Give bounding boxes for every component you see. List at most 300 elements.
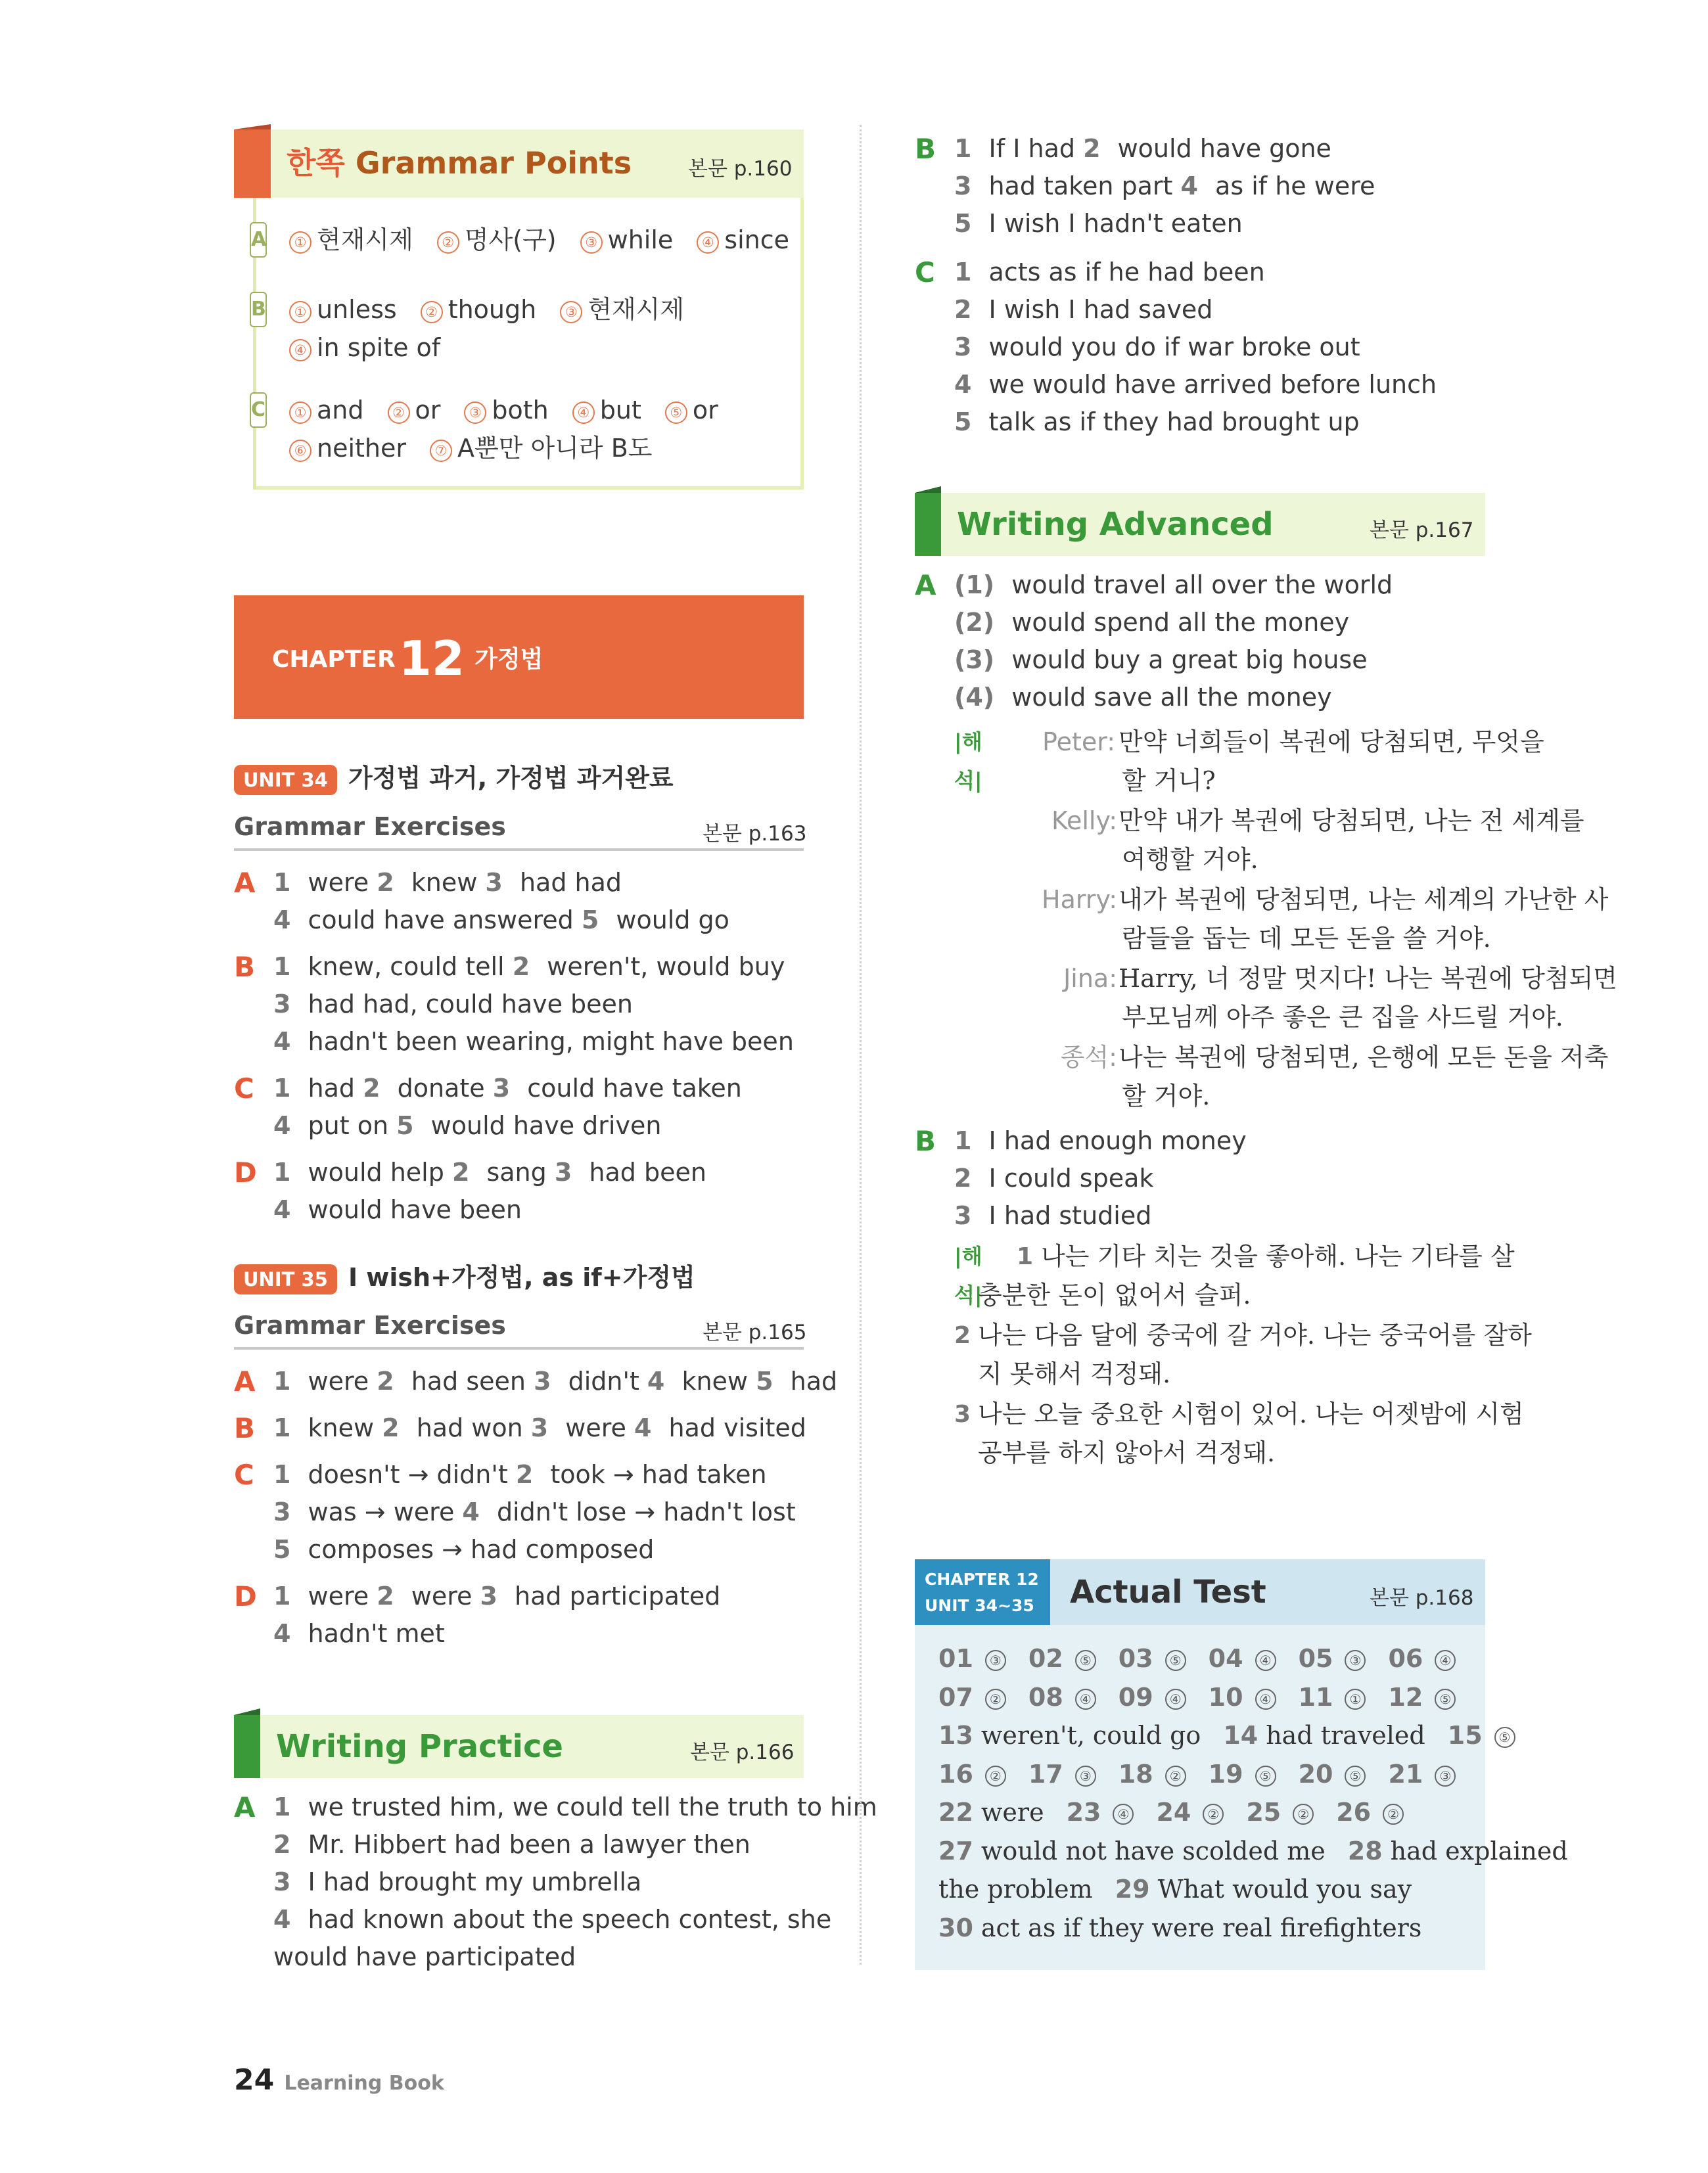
answer-text: we would have arrived before lunch — [981, 370, 1437, 399]
answer-number: (1) — [954, 570, 995, 599]
answer-line — [954, 1160, 1153, 1197]
answer-text: weren't, could go — [981, 1721, 1201, 1750]
unit34-title: 가정법 과거, 가정법 과거완료 — [348, 764, 674, 792]
answer-line — [954, 168, 1375, 205]
answer-number: 1 — [954, 258, 972, 286]
answer-text: knew — [300, 1413, 382, 1442]
answer-text: knew — [403, 868, 486, 897]
answer-text: If I had — [981, 134, 1084, 163]
answer-choice: ② — [1165, 1766, 1186, 1787]
grammar-point-line — [289, 392, 742, 428]
answer-number: 5 — [273, 1535, 291, 1564]
answer-text: acts as if he had been — [981, 258, 1265, 286]
answer-letter: B — [915, 1125, 936, 1157]
answer-line — [273, 986, 633, 1023]
answer-line — [954, 403, 1360, 441]
actual-test-item — [1067, 1798, 1134, 1827]
answer-line — [273, 1826, 750, 1864]
answer-choice: ③ — [1345, 1650, 1366, 1671]
actual-test-item — [1336, 1798, 1404, 1827]
answer-choice: ② — [985, 1766, 1006, 1787]
circle-number: ④ — [289, 339, 312, 361]
question-number: 04 — [1208, 1644, 1243, 1673]
actual-test-item — [1209, 1683, 1276, 1712]
answer-text: were — [403, 1582, 480, 1611]
question-number: 13 — [938, 1721, 973, 1750]
answer-text: took → had taken — [542, 1460, 767, 1489]
actual-test-row — [938, 1639, 1478, 1678]
writing-advanced-title: Writing Advanced — [957, 506, 1274, 543]
circle-number: ④ — [697, 231, 719, 254]
answer-number: 3 — [954, 172, 972, 200]
question-number: 25 — [1246, 1798, 1281, 1827]
question-number: 15 — [1447, 1721, 1483, 1750]
question-number: 12 — [1388, 1682, 1423, 1712]
answer-text: would save all the money — [1004, 683, 1332, 712]
answer-choice: ③ — [985, 1650, 1006, 1671]
answer-line — [954, 366, 1437, 403]
writing-practice-page: 본문 p.166 — [690, 1741, 795, 1764]
page-number: 24 — [234, 2063, 275, 2097]
answer-line — [273, 1531, 654, 1568]
question-number: 18 — [1118, 1759, 1153, 1789]
grammar-point-text: or — [415, 396, 441, 424]
actual-test-item — [1223, 1721, 1425, 1750]
answer-line — [954, 679, 1332, 716]
answer-text: had taken part — [981, 172, 1181, 200]
answer-choice: ③ — [1435, 1766, 1456, 1787]
chapter-label: CHAPTER — [272, 646, 396, 673]
actual-test-item — [1119, 1644, 1186, 1673]
answer-choice: ② — [1203, 1804, 1224, 1825]
grammar-point-item — [388, 396, 441, 424]
actual-test-item — [1299, 1644, 1366, 1673]
question-number: 14 — [1223, 1721, 1258, 1750]
actual-test-item — [1388, 1683, 1456, 1712]
question-number: 09 — [1118, 1682, 1153, 1712]
grammar-point-line — [289, 430, 676, 466]
answer-number: 5 — [581, 905, 599, 934]
answer-text: were — [300, 1582, 377, 1611]
answer-text: had — [782, 1367, 838, 1396]
answer-text: had participated — [506, 1582, 721, 1611]
translation-line: 할 거야. — [1122, 1082, 1211, 1110]
answer-text: were — [557, 1413, 635, 1442]
question-number: 10 — [1208, 1682, 1243, 1712]
answer-text: composes → had composed — [300, 1535, 655, 1564]
actual-test-item — [1209, 1644, 1276, 1673]
circle-number: ⑦ — [430, 440, 452, 462]
answer-letter: B — [234, 951, 256, 983]
translation-number: 1 — [1017, 1243, 1034, 1270]
answer-number: 3 — [273, 1867, 291, 1896]
answer-number: 2 — [377, 1582, 394, 1611]
actual-test-row — [938, 1793, 1426, 1832]
answer-text: had explained — [1390, 1836, 1568, 1865]
answer-number: 2 — [377, 868, 394, 897]
answer-letter: C — [234, 1072, 254, 1105]
actual-test-item — [1028, 1644, 1096, 1673]
grammar-point-item — [289, 333, 440, 362]
answer-line — [273, 1023, 794, 1061]
answer-choice: ⑤ — [1494, 1727, 1515, 1748]
answer-line — [273, 1409, 806, 1447]
answer-number: 4 — [647, 1367, 665, 1396]
answer-number: 1 — [273, 1793, 291, 1821]
translation-line: 만약 너희들이 복권에 당첨되면, 무엇을 — [1119, 727, 1544, 756]
answer-text: had visited — [660, 1413, 806, 1442]
question-number: 17 — [1028, 1759, 1063, 1789]
grammar-point-text: though — [448, 295, 537, 324]
answer-number: 1 — [273, 1074, 291, 1103]
writing-advanced-tab-fold — [915, 486, 941, 493]
actual-test-item — [1348, 1837, 1568, 1865]
answer-line — [954, 566, 1393, 604]
answer-text: were — [300, 868, 377, 897]
answer-number: 3 — [954, 1201, 972, 1230]
answer-letter: D — [234, 1580, 257, 1613]
answer-line — [954, 604, 1349, 641]
answer-number: 1 — [273, 1158, 291, 1187]
question-number: 19 — [1208, 1759, 1243, 1789]
answer-number: 2 — [377, 1367, 394, 1396]
grammar-points-page: 본문 p.160 — [688, 157, 793, 181]
actual-test-item — [1028, 1683, 1096, 1712]
answer-text: didn't — [560, 1367, 647, 1396]
answer-text: What would you say — [1157, 1875, 1412, 1904]
answer-text: as if he were — [1207, 172, 1375, 200]
actual-test-item — [1448, 1721, 1515, 1750]
grammar-point-text: since — [724, 225, 790, 254]
unit35-subheading: Grammar Exercises — [234, 1311, 506, 1340]
answer-text: were — [981, 1798, 1044, 1827]
answer-line — [954, 1197, 1151, 1235]
grammar-point-letter: A — [250, 222, 267, 258]
translation-number: 3 — [954, 1401, 971, 1428]
answer-choice: ③ — [1075, 1766, 1096, 1787]
answer-number: 2 — [363, 1074, 381, 1103]
grammar-points-title: 한쪽 Grammar Points — [287, 145, 632, 181]
answer-choice: ② — [1293, 1804, 1314, 1825]
actual-test-row — [938, 1678, 1478, 1717]
speaker: Harry: — [1042, 885, 1117, 914]
answer-line — [273, 902, 729, 939]
answer-choice: ④ — [1075, 1689, 1096, 1710]
speaker: 종석: — [1060, 1043, 1117, 1072]
writing-advanced-tab — [915, 493, 941, 556]
actual-test-item — [1028, 1760, 1096, 1789]
translation-line: 내가 복권에 당첨되면, 나는 세계의 가난한 사 — [1119, 885, 1609, 914]
answer-text: the problem — [938, 1875, 1093, 1904]
writing-practice-tab — [234, 1715, 260, 1778]
actual-test-item — [1119, 1760, 1186, 1789]
question-number: 08 — [1028, 1682, 1063, 1712]
answer-text: would spend all the money — [1004, 608, 1350, 637]
answer-text: act as if they were real firefighters — [981, 1913, 1422, 1942]
unit35-heading — [234, 1257, 695, 1294]
answer-number: 5 — [954, 407, 972, 436]
actual-test-item — [1156, 1798, 1224, 1827]
answer-number: 4 — [273, 905, 291, 934]
circle-number: ③ — [580, 231, 603, 254]
question-number: 27 — [938, 1836, 973, 1865]
answer-text: would have driven — [423, 1111, 662, 1140]
speaker: Jina: — [1063, 964, 1117, 993]
answer-line — [273, 1154, 706, 1191]
chapter-title: 가정법 — [474, 646, 543, 673]
answer-number: 2 — [954, 1164, 972, 1193]
answer-number: 5 — [954, 209, 972, 238]
answer-number: 4 — [273, 1195, 291, 1224]
answer-choice: ⑤ — [1255, 1766, 1276, 1787]
answer-text: we trusted him, we could tell the truth to him — [300, 1793, 877, 1821]
answer-line — [273, 1938, 576, 1976]
answer-number: 2 — [954, 295, 972, 324]
answer-text: didn't lose → hadn't lost — [488, 1498, 796, 1526]
footer — [234, 2063, 444, 2097]
unit34-subheading: Grammar Exercises — [234, 812, 506, 841]
translation-line: 충분한 돈이 없어서 슬퍼. — [978, 1281, 1251, 1310]
circle-number: ① — [289, 401, 312, 424]
answer-line — [273, 1901, 831, 1938]
answer-number: 3 — [530, 1413, 549, 1442]
answer-text: had — [300, 1074, 363, 1103]
grammar-point-text: 명사(구) — [464, 225, 557, 254]
answer-text: was → were — [300, 1498, 463, 1526]
question-number: 28 — [1347, 1836, 1383, 1865]
answer-line — [273, 1107, 661, 1145]
translation-line: 할 거니? — [1122, 766, 1216, 795]
answer-text: had won — [408, 1413, 531, 1442]
answer-text: would have gone — [1109, 134, 1331, 163]
answer-number: 4 — [273, 1905, 291, 1934]
circle-number: ⑤ — [665, 401, 687, 424]
answer-number: 4 — [462, 1498, 480, 1526]
grammar-point-text: neither — [317, 434, 407, 463]
answer-letter: D — [234, 1156, 257, 1189]
answer-text: would help — [300, 1158, 452, 1187]
answer-number: (2) — [954, 608, 995, 637]
question-number: 29 — [1115, 1875, 1150, 1904]
actual-test-row — [938, 1755, 1478, 1794]
translation-line: 지 못해서 걱정돼. — [978, 1360, 1171, 1388]
actual-test-page: 본문 p.168 — [1370, 1586, 1474, 1610]
translation-line: 나는 복권에 당첨되면, 은행에 모든 돈을 저축 — [1119, 1043, 1609, 1072]
answer-number: 1 — [954, 1126, 972, 1155]
answer-number: 2 — [1083, 134, 1101, 163]
answer-text: put on — [300, 1111, 397, 1140]
grammar-point-text: in spite of — [317, 333, 441, 362]
answer-text: I wish I hadn't eaten — [981, 209, 1243, 238]
answer-text: had been — [581, 1158, 706, 1187]
answer-number: 1 — [954, 134, 972, 163]
answer-number: 2 — [512, 952, 530, 981]
actual-test-item — [938, 1721, 1201, 1750]
unit35-title: I wish+가정법, as if+가정법 — [348, 1263, 695, 1292]
grammar-points-tab — [234, 129, 271, 198]
grammar-point-text: 현재시제 — [588, 295, 685, 324]
answer-number: 1 — [273, 1413, 291, 1442]
grammar-point-text: and — [317, 396, 364, 424]
answer-text: would have been — [300, 1195, 522, 1224]
answer-letter: B — [915, 133, 936, 165]
answer-text: I had brought my umbrella — [300, 1867, 642, 1896]
answer-text: had seen — [403, 1367, 534, 1396]
actual-test-item — [1246, 1798, 1314, 1827]
actual-test-item — [1388, 1760, 1456, 1789]
answer-line — [273, 1864, 641, 1901]
circle-number: ② — [421, 301, 443, 323]
answer-number: 3 — [554, 1158, 572, 1187]
grammar-point-item — [464, 396, 548, 424]
speaker: Peter: — [1042, 727, 1115, 756]
answer-line — [954, 205, 1243, 242]
question-number: 21 — [1388, 1759, 1423, 1789]
answer-number: 2 — [451, 1158, 470, 1187]
translation-line: Harry, 너 정말 멋지다! 나는 복권에 당첨되면 — [1119, 964, 1617, 993]
answer-letter: A — [234, 1791, 256, 1823]
answer-text: had known about the speech contest, she — [300, 1905, 832, 1934]
question-number: 06 — [1388, 1644, 1423, 1673]
grammar-point-line — [289, 222, 813, 258]
unit35-badge: UNIT 35 — [234, 1264, 337, 1294]
answer-number: 2 — [382, 1413, 400, 1442]
answer-text: would go — [608, 905, 729, 934]
answer-text: Mr. Hibbert had been a lawyer then — [300, 1830, 750, 1859]
translation-line: 람들을 돕는 데 모든 돈을 쓸 거야. — [1122, 924, 1491, 953]
actual-test-units: UNIT 34~35 — [925, 1596, 1034, 1615]
question-number: 16 — [938, 1759, 973, 1789]
circle-number: ③ — [560, 301, 582, 323]
answer-number: 2 — [273, 1830, 291, 1859]
question-number: 20 — [1298, 1759, 1333, 1789]
answer-text: could have taken — [519, 1074, 742, 1103]
answer-text: donate — [389, 1074, 493, 1103]
actual-test-row — [938, 1870, 1434, 1909]
answer-letter: C — [915, 256, 935, 288]
answer-choice: ⑤ — [1345, 1766, 1366, 1787]
actual-test-item — [938, 1683, 1006, 1712]
question-number: 22 — [938, 1798, 973, 1827]
translation-line: 나는 오늘 중요한 시험이 있어. 나는 어젯밤에 시험 — [978, 1400, 1524, 1429]
grammar-point-text: while — [607, 225, 674, 254]
unit34-page: 본문 p.163 — [703, 822, 807, 846]
translation-label: |해석| — [954, 729, 982, 793]
answer-line — [954, 1122, 1247, 1160]
question-number: 23 — [1066, 1798, 1101, 1827]
chapter-number: 12 — [398, 631, 465, 686]
answer-number: 1 — [273, 1460, 291, 1489]
circle-number: ④ — [572, 401, 595, 424]
answer-line — [954, 291, 1212, 329]
answer-letter: A — [915, 569, 936, 601]
answer-line — [273, 1615, 445, 1653]
question-number: 05 — [1298, 1644, 1333, 1673]
grammar-point-item — [430, 434, 652, 463]
actual-test-row — [938, 1832, 1590, 1871]
actual-test-title: Actual Test — [1070, 1574, 1266, 1611]
unit34-badge: UNIT 34 — [234, 765, 337, 795]
answer-number: 1 — [273, 868, 291, 897]
answer-number: 1 — [273, 1582, 291, 1611]
grammar-point-text: but — [599, 396, 641, 424]
answer-number: 5 — [756, 1367, 773, 1396]
circle-number: ① — [289, 231, 312, 254]
translation-line: 여행할 거야. — [1122, 845, 1258, 874]
grammar-point-letter: C — [250, 392, 267, 428]
actual-test-item — [1299, 1760, 1366, 1789]
answer-number: 4 — [273, 1111, 291, 1140]
answer-line — [273, 1789, 877, 1826]
question-number: 30 — [938, 1913, 973, 1942]
answer-text: hadn't met — [300, 1619, 445, 1648]
answer-choice: ④ — [1113, 1804, 1134, 1825]
actual-test-item — [1209, 1760, 1276, 1789]
writing-advanced-page: 본문 p.167 — [1370, 518, 1474, 542]
answer-text: I could speak — [981, 1164, 1154, 1193]
answer-number: 4 — [273, 1619, 291, 1648]
grammar-point-item — [289, 225, 413, 254]
answer-text: had had — [511, 868, 622, 897]
circle-number: ② — [388, 401, 410, 424]
grammar-point-text: 현재시제 — [317, 225, 413, 254]
question-number: 24 — [1156, 1798, 1191, 1827]
answer-text: were — [300, 1367, 377, 1396]
answer-choice: ⑤ — [1165, 1650, 1186, 1671]
writing-practice-tab-fold — [234, 1708, 260, 1715]
answer-number: (4) — [954, 683, 995, 712]
answer-text: I had enough money — [981, 1126, 1247, 1155]
answer-line — [954, 329, 1360, 366]
answer-choice: ④ — [1165, 1689, 1186, 1710]
grammar-point-item — [289, 295, 397, 324]
answer-choice: ① — [1345, 1689, 1366, 1710]
grammar-point-item — [421, 295, 537, 324]
translation-line: 나는 기타 치는 것을 좋아해. 나는 기타를 살 — [1041, 1242, 1515, 1271]
answer-text: would not have scolded me — [981, 1836, 1326, 1865]
answer-number: 3 — [480, 1582, 497, 1611]
grammar-point-item — [560, 295, 684, 324]
answer-line — [273, 1578, 720, 1615]
actual-test-row — [938, 1909, 1444, 1948]
answer-text: I wish I had saved — [981, 295, 1213, 324]
grammar-point-line — [289, 292, 708, 327]
answer-choice: ④ — [1255, 1689, 1276, 1710]
answer-number: 4 — [954, 370, 972, 399]
circle-number: ⑥ — [289, 440, 312, 462]
answer-number: 4 — [273, 1027, 291, 1056]
translation-line: 나는 다음 달에 중국에 갈 거야. 나는 중국어를 잘하 — [978, 1321, 1532, 1350]
answer-number: 5 — [396, 1111, 414, 1140]
answer-letter: A — [234, 1365, 256, 1398]
answer-line — [273, 948, 785, 986]
answer-number: (3) — [954, 645, 995, 674]
grammar-point-item — [665, 396, 718, 424]
actual-test-item — [938, 1760, 1006, 1789]
answer-number: 4 — [634, 1413, 652, 1442]
answer-text: would buy a great big house — [1004, 645, 1368, 674]
answer-text: could have answered — [300, 905, 582, 934]
answer-number: 3 — [492, 1074, 511, 1103]
answer-text: had had, could have been — [300, 990, 634, 1018]
answer-text: would have participated — [273, 1942, 576, 1971]
answer-text: would you do if war broke out — [981, 332, 1360, 361]
actual-test-item — [1119, 1683, 1186, 1712]
answer-text: talk as if they had brought up — [981, 407, 1360, 436]
answer-number: 3 — [485, 868, 503, 897]
actual-test-item — [1299, 1683, 1366, 1712]
question-number: 07 — [938, 1682, 973, 1712]
